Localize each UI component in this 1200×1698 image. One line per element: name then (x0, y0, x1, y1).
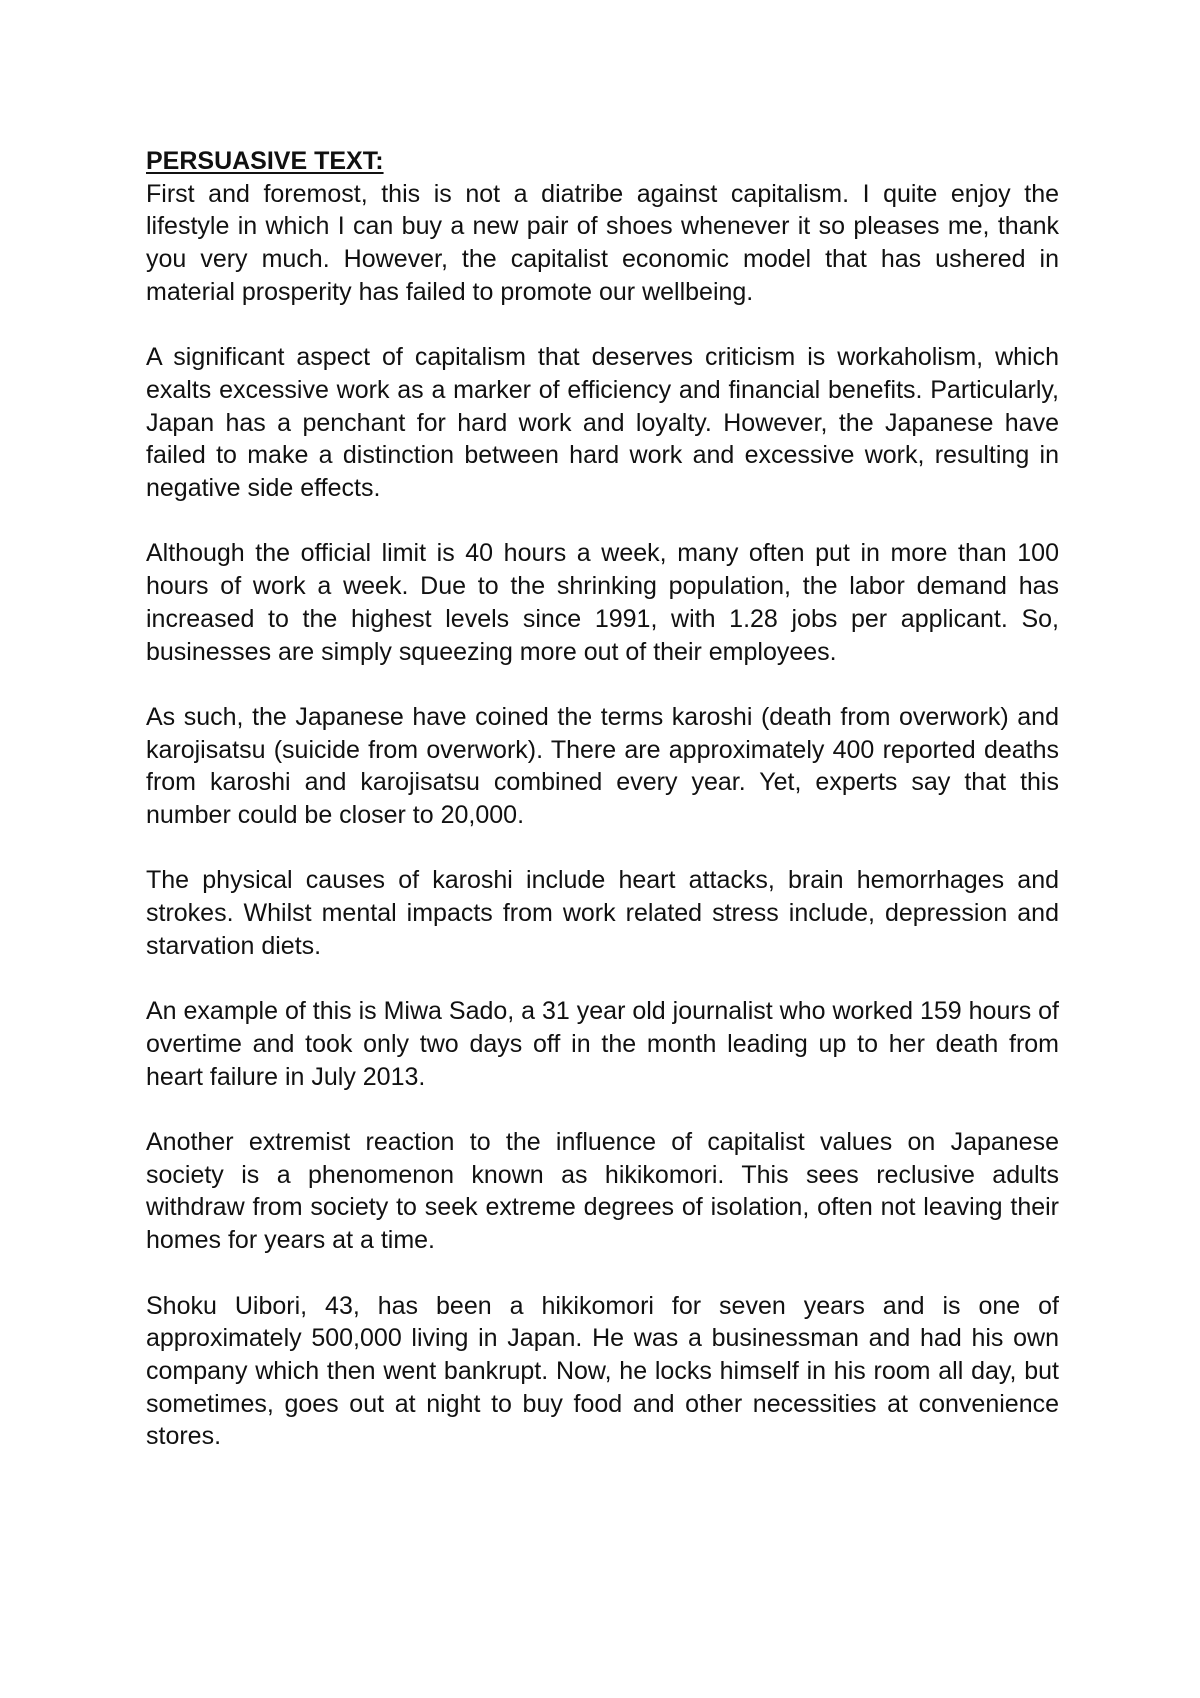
paragraph-workaholism: A significant aspect of capitalism that deserves criticism is workaholism, which exalts excessive work as a marker of efficiency and financial benefits. Particularly, Japan has a penchant for hard work and loyalty. However, the Japanese have failed to make a distinction between hard work and excessive work, resulting in negative side effects. (146, 343, 1059, 503)
document-body (146, 145, 1059, 1453)
paragraph-working-hours: Although the official limit is 40 hours a week, many often put in more than 100 hours of work a week. Due to the shrinking population, the labor demand has increased to the highest levels since 1991, with 1.28 jobs per applicant. So, businesses are simply squeezing more out of their employees. (146, 539, 1059, 666)
paragraph-intro: First and foremost, this is not a diatribe against capitalism. I quite enjoy the lifestyle in which I can buy a new pair of shoes whenever it so pleases me, thank you very much. However, the capitalist economic model that has ushered in material prosperity has failed to promote our wellbeing. (146, 179, 1059, 306)
paragraph-karoshi-terms: As such, the Japanese have coined the terms karoshi (death from overwork) and karojisatsu (suicide from overwork). There are approximately 400 reported deaths from karoshi and karojisatsu combined every year. Yet, experts say that this number could be closer to 20,000. (146, 702, 1059, 830)
document-heading: PERSUASIVE TEXT: (146, 147, 384, 175)
paragraph-hikikomori: Another extremist reaction to the influence of capitalist values on Japanese society is a phenomenon known as hikikomori. This sees reclusive adults withdraw from society to seek extreme degrees of isolation, often not leaving their homes for years at a time. (146, 1128, 1059, 1255)
paragraph-miwa-sado: An example of this is Miwa Sado, a 31 year old journalist who worked 159 hours of overtime and took only two days off in the month leading up to her death from heart failure in July 2013. (146, 997, 1059, 1091)
paragraph-shoku-uibori: Shoku Uibori, 43, has been a hikikomori for seven years and is one of approximately 500,000 living in Japan. He was a businessman and had his own company which then went bankrupt. Now, he locks himself in his room all day, but sometimes, goes out at night to buy food and other necessities at convenience stores. (146, 1291, 1059, 1451)
paragraph-physical-causes: The physical causes of karoshi include heart attacks, brain hemorrhages and strokes. Whilst mental impacts from work related stress include, depression and starvation diets. (146, 866, 1059, 960)
